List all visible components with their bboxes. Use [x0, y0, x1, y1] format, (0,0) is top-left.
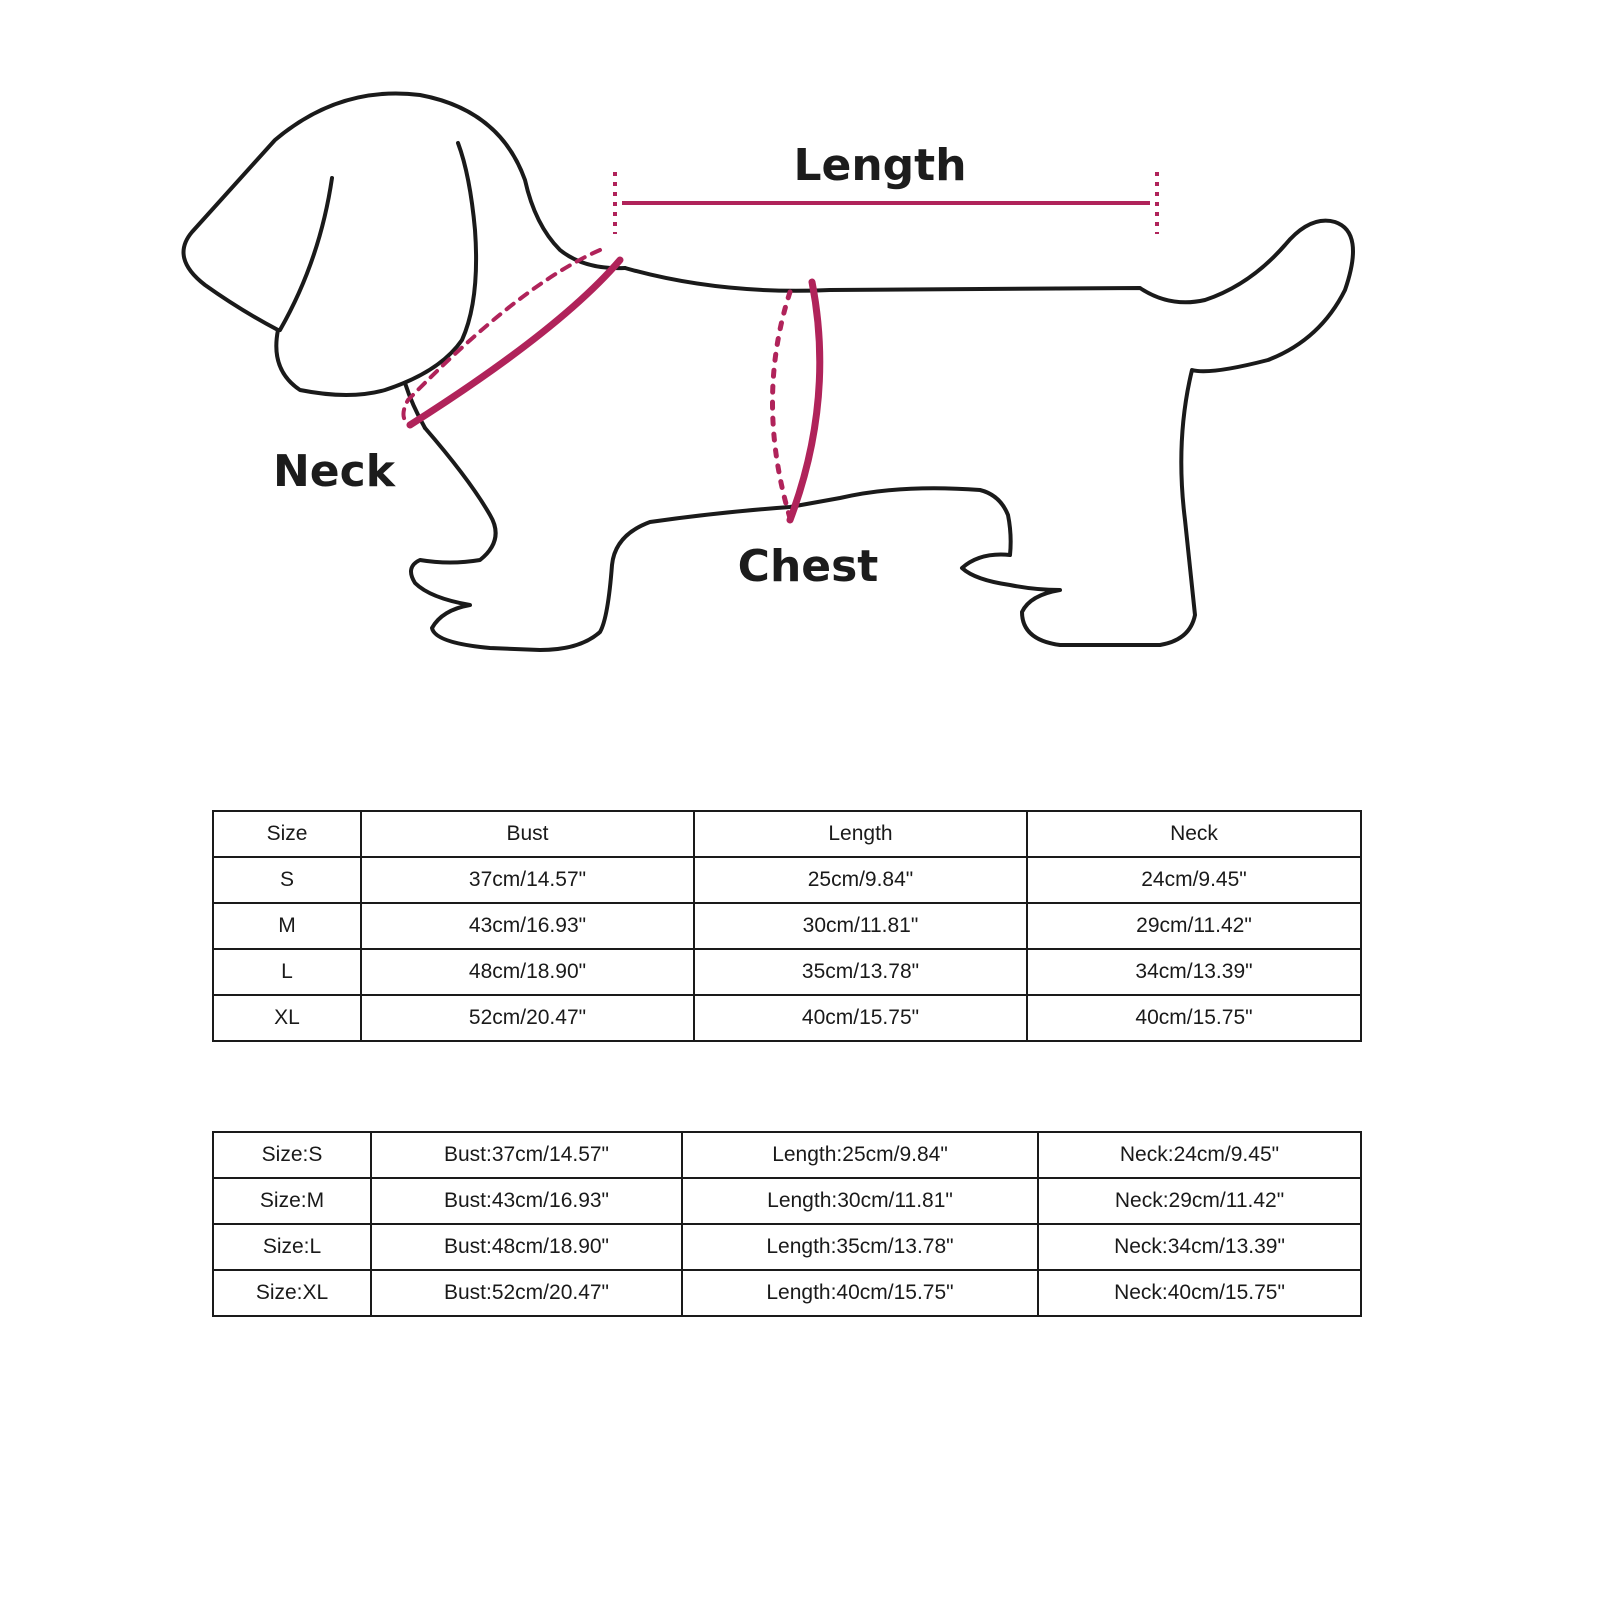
header-cell: Length	[694, 811, 1027, 857]
table-cell: 35cm/13.78"	[694, 949, 1027, 995]
table-cell: 40cm/15.75"	[694, 995, 1027, 1041]
dog-outline	[411, 221, 1353, 650]
table-row	[213, 949, 1361, 995]
table-cell: 30cm/11.81"	[694, 903, 1027, 949]
table-cell: Neck:29cm/11.42"	[1038, 1178, 1361, 1224]
table-cell: Length:25cm/9.84"	[682, 1132, 1038, 1178]
table-cell: L	[213, 949, 361, 995]
table-header-row	[213, 811, 1361, 857]
table-cell: Length:30cm/11.81"	[682, 1178, 1038, 1224]
table-cell: 24cm/9.45"	[1027, 857, 1361, 903]
table-row	[213, 1224, 1361, 1270]
dog-ear-outline	[276, 143, 476, 395]
neck-measure	[403, 250, 620, 425]
table-cell: 25cm/9.84"	[694, 857, 1027, 903]
table-row	[213, 1270, 1361, 1316]
table-cell: 40cm/15.75"	[1027, 995, 1361, 1041]
table-cell: Length:35cm/13.78"	[682, 1224, 1038, 1270]
table-row	[213, 903, 1361, 949]
size-chart-table	[212, 810, 1362, 1042]
table-cell: S	[213, 857, 361, 903]
header-cell: Bust	[361, 811, 694, 857]
header-cell: Size	[213, 811, 361, 857]
table-row	[213, 857, 1361, 903]
table-cell: Bust:43cm/16.93"	[371, 1178, 682, 1224]
chest-label: Chest	[737, 541, 879, 592]
table-cell: Size:S	[213, 1132, 371, 1178]
table-cell: Bust:52cm/20.47"	[371, 1270, 682, 1316]
table-cell: 52cm/20.47"	[361, 995, 694, 1041]
table-row	[213, 995, 1361, 1041]
table-cell: 34cm/13.39"	[1027, 949, 1361, 995]
table-cell: 29cm/11.42"	[1027, 903, 1361, 949]
table-cell: Size:L	[213, 1224, 371, 1270]
table-cell: Bust:48cm/18.90"	[371, 1224, 682, 1270]
table-cell: Size:XL	[213, 1270, 371, 1316]
table-cell: Neck:34cm/13.39"	[1038, 1224, 1361, 1270]
table-cell: Neck:24cm/9.45"	[1038, 1132, 1361, 1178]
size-list-table	[212, 1131, 1362, 1317]
dog-measurement-diagram	[0, 0, 1600, 700]
length-label: Length	[793, 140, 967, 191]
table-cell: M	[213, 903, 361, 949]
chest-measure	[773, 282, 820, 520]
table-cell: 48cm/18.90"	[361, 949, 694, 995]
table-cell: Bust:37cm/14.57"	[371, 1132, 682, 1178]
table-row	[213, 1178, 1361, 1224]
neck-label: Neck	[272, 446, 396, 497]
header-cell: Neck	[1027, 811, 1361, 857]
dog-head-outline	[184, 93, 625, 330]
table-cell: 37cm/14.57"	[361, 857, 694, 903]
table-cell: XL	[213, 995, 361, 1041]
dog-muzzle-line	[280, 178, 332, 330]
table-cell: Neck:40cm/15.75"	[1038, 1270, 1361, 1316]
table-row	[213, 1132, 1361, 1178]
table-cell: 43cm/16.93"	[361, 903, 694, 949]
table-cell: Size:M	[213, 1178, 371, 1224]
table-cell: Length:40cm/15.75"	[682, 1270, 1038, 1316]
